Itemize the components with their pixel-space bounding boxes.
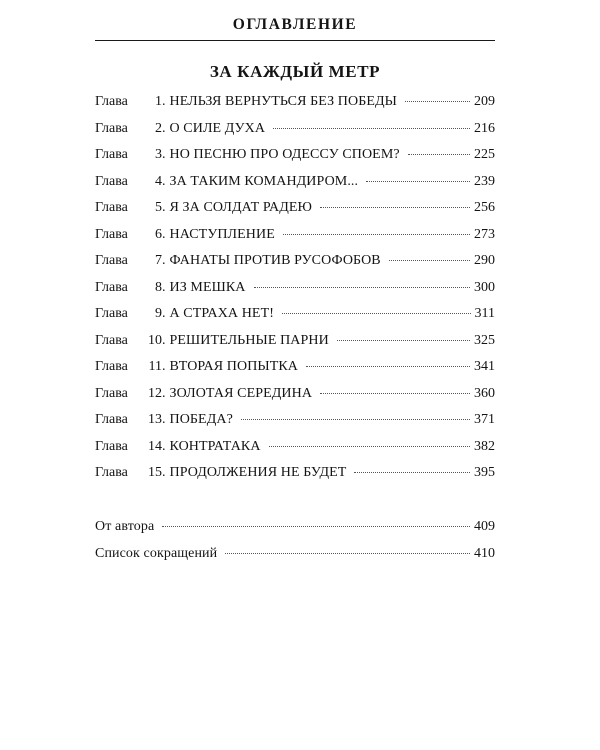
toc-entry-chapter-8[interactable]: [95, 279, 495, 306]
chapter-title: КОНТРАТАКА: [169, 438, 261, 454]
toc-entry-chapter-4[interactable]: [95, 173, 495, 200]
chapter-number: 8: [155, 279, 162, 295]
chapter-word: Глава: [95, 279, 128, 295]
toc-entry-appendix-1[interactable]: [95, 518, 495, 545]
chapter-number: 2: [155, 120, 162, 136]
chapter-word: Глава: [95, 200, 128, 215]
chapter-number: 4: [155, 173, 162, 189]
chapter-title: НО ПЕСНЮ ПРО ОДЕССУ СПОЕМ?: [169, 147, 400, 162]
chapter-title: ИЗ МЕШКА: [169, 279, 246, 295]
appendix-title: Список сокращений: [95, 545, 218, 561]
toc-entry-chapter-11[interactable]: [95, 358, 495, 385]
dot-leader: [408, 154, 470, 155]
toc-entry-chapter-1[interactable]: [95, 93, 495, 120]
chapter-number: 7: [155, 253, 162, 268]
chapter-number: 15: [148, 465, 162, 480]
chapter-word: Глава: [95, 385, 128, 401]
toc-entry-chapter-9[interactable]: [95, 305, 495, 332]
chapter-word: Глава: [95, 465, 128, 480]
table-of-contents: [95, 93, 495, 572]
chapter-number: 11: [148, 359, 162, 374]
chapter-word: Глава: [95, 120, 128, 136]
chapter-number-dot: .: [162, 385, 166, 401]
chapter-title: РЕШИТЕЛЬНЫЕ ПАРНИ: [169, 332, 329, 348]
page-number: 325: [474, 332, 495, 348]
chapter-word: Глава: [95, 438, 128, 454]
chapter-word: Глава: [95, 226, 128, 242]
chapter-word: Глава: [95, 253, 128, 268]
page-number: 371: [474, 412, 495, 427]
chapter-number: 5: [155, 200, 162, 215]
chapter-number-dot: .: [162, 279, 166, 295]
chapter-word: Глава: [95, 332, 128, 348]
header-rule: [95, 40, 495, 41]
chapter-word: Глава: [95, 359, 128, 374]
chapter-number-dot: .: [162, 438, 166, 454]
toc-entry-chapter-13[interactable]: [95, 411, 495, 438]
toc-entry-chapter-7[interactable]: [95, 252, 495, 279]
toc-entry-chapter-3[interactable]: [95, 146, 495, 173]
chapter-word: Глава: [95, 412, 128, 427]
dot-leader: [306, 366, 470, 367]
chapter-title: ПРОДОЛЖЕНИЯ НЕ БУДЕТ: [169, 465, 347, 480]
page-number: 410: [474, 545, 495, 561]
dot-leader: [254, 287, 471, 288]
dot-leader: [366, 181, 470, 182]
chapter-number-dot: .: [162, 306, 166, 321]
chapter-number: 9: [155, 306, 162, 321]
toc-entry-chapter-5[interactable]: [95, 199, 495, 226]
dot-leader: [273, 128, 470, 129]
chapter-title: НЕЛЬЗЯ ВЕРНУТЬСЯ БЕЗ ПОБЕДЫ: [169, 94, 397, 109]
chapter-number-dot: .: [162, 94, 166, 109]
page-number: 409: [474, 518, 495, 534]
chapter-number: 3: [155, 147, 162, 162]
dot-leader: [405, 101, 470, 102]
chapter-word: Глава: [95, 173, 128, 189]
section-title: ЗА КАЖДЫЙ МЕТР: [209, 62, 381, 81]
page-number: 209: [474, 94, 495, 109]
toc-entry-chapter-14[interactable]: [95, 438, 495, 465]
dot-leader: [269, 446, 470, 447]
chapter-number: 13: [148, 412, 162, 427]
chapter-number-dot: .: [162, 200, 166, 215]
chapter-number: 6: [155, 226, 162, 242]
toc-entry-appendix-2[interactable]: [95, 545, 495, 572]
dot-leader: [337, 340, 470, 341]
dot-leader: [225, 553, 470, 554]
chapter-title: Я ЗА СОЛДАТ РАДЕЮ: [169, 200, 312, 215]
page-number: 360: [474, 385, 495, 401]
page-number: 256: [474, 200, 495, 215]
chapter-number-dot: .: [162, 412, 166, 427]
chapter-number-dot: .: [162, 332, 166, 348]
chapter-number-dot: .: [162, 120, 166, 136]
page-number: 300: [474, 279, 495, 295]
toc-entry-chapter-6[interactable]: [95, 226, 495, 253]
page-number: 273: [474, 226, 495, 242]
dot-leader: [320, 393, 470, 394]
chapter-number-dot: .: [162, 173, 166, 189]
page-number: 382: [474, 438, 495, 454]
appendix-title: От автора: [95, 518, 155, 534]
dot-leader: [354, 472, 470, 473]
page-number: 216: [474, 120, 495, 136]
chapter-title: ЗА ТАКИМ КОМАНДИРОМ...: [169, 173, 359, 189]
chapter-word: Глава: [95, 147, 128, 162]
spacer: [95, 491, 495, 518]
chapter-title: О СИЛЕ ДУХА: [169, 120, 266, 136]
page-number: 311: [474, 306, 495, 321]
chapter-number-dot: .: [162, 253, 166, 268]
chapter-word: Глава: [95, 306, 128, 321]
chapter-number-dot: .: [162, 147, 166, 162]
page-number: 395: [474, 465, 495, 480]
chapter-number-dot: .: [162, 465, 166, 480]
chapter-number: 1: [155, 94, 162, 109]
toc-entry-chapter-10[interactable]: [95, 332, 495, 359]
chapter-title: ФАНАТЫ ПРОТИВ РУСОФОБОВ: [169, 253, 381, 268]
page-number: 341: [474, 359, 495, 374]
dot-leader: [282, 313, 471, 314]
appendix-list: [95, 518, 495, 572]
dot-leader: [389, 260, 470, 261]
chapter-title: ЗОЛОТАЯ СЕРЕДИНА: [169, 385, 313, 401]
chapter-title: ВТОРАЯ ПОПЫТКА: [169, 359, 299, 374]
chapter-title: НАСТУПЛЕНИЕ: [169, 226, 275, 242]
chapter-number: 14: [148, 438, 162, 454]
page-number: 239: [474, 173, 495, 189]
dot-leader: [241, 419, 470, 420]
chapter-title: А СТРАХА НЕТ!: [169, 306, 275, 321]
chapter-title: ПОБЕДА?: [169, 412, 233, 427]
chapter-number: 10: [148, 332, 162, 348]
page-header-title: ОГЛАВЛЕНИЕ: [232, 16, 358, 33]
page-number: 290: [474, 253, 495, 268]
chapter-word: Глава: [95, 94, 128, 109]
dot-leader: [283, 234, 470, 235]
toc-entry-chapter-12[interactable]: [95, 385, 495, 412]
toc-entry-chapter-15[interactable]: [95, 464, 495, 491]
dot-leader: [162, 526, 470, 527]
chapter-number: 12: [148, 385, 162, 401]
chapter-number-dot: .: [162, 359, 166, 374]
page-number: 225: [474, 147, 495, 162]
dot-leader: [320, 207, 470, 208]
toc-entry-chapter-2[interactable]: [95, 120, 495, 147]
chapter-number-dot: .: [162, 226, 166, 242]
chapter-list: [95, 93, 495, 491]
